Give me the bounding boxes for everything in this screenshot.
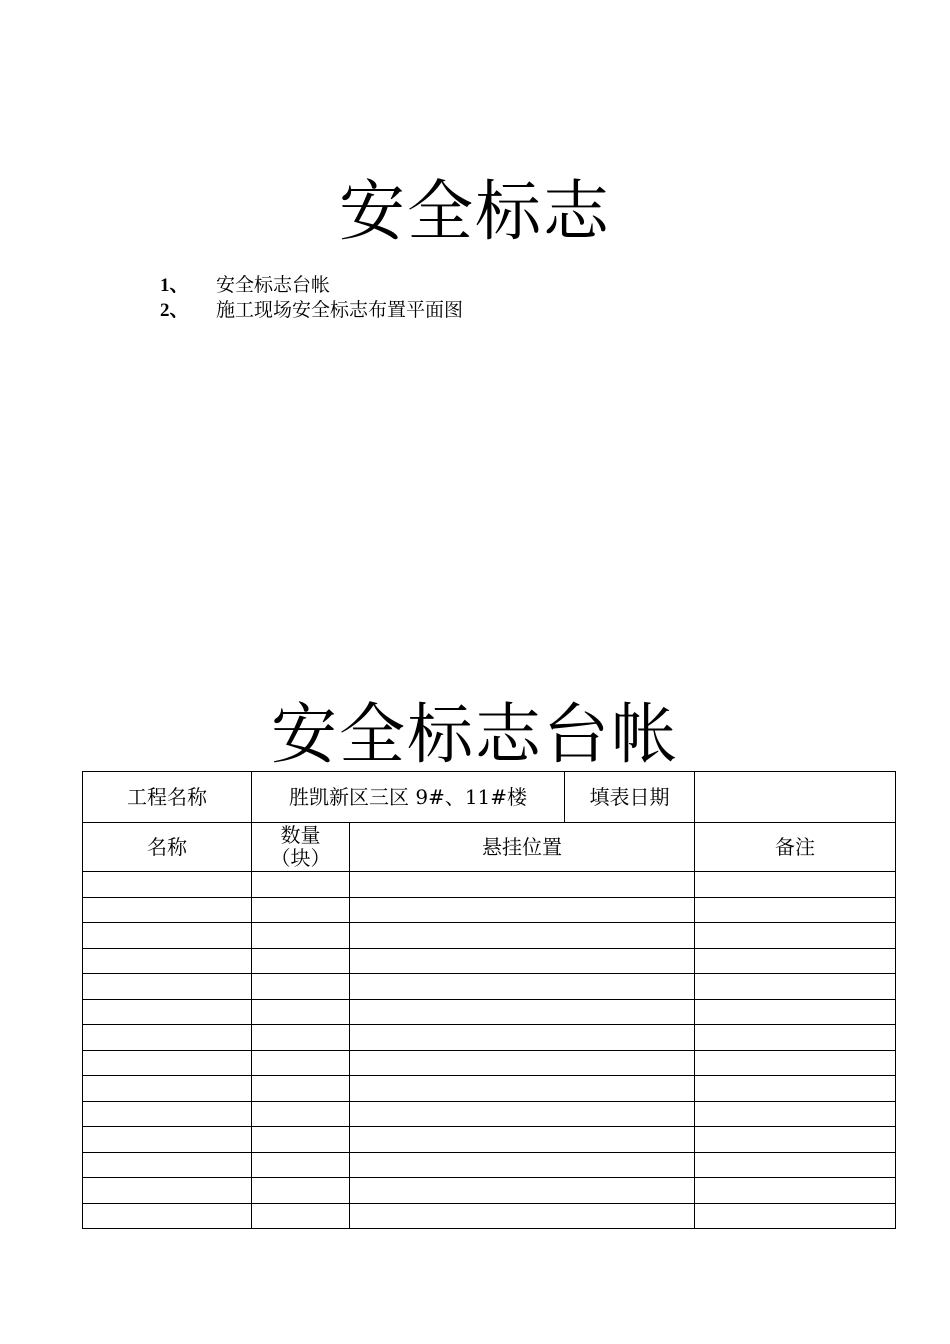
table-row (83, 1178, 896, 1204)
ledger-cell-name (83, 1050, 252, 1076)
ledger-cell-name (83, 999, 252, 1025)
page-title: 安全标志 (339, 173, 611, 250)
fill-date-value (695, 772, 896, 823)
table-row (83, 1076, 896, 1102)
column-header-name: 名称 (83, 823, 252, 872)
ledger-cell-name (83, 1127, 252, 1153)
ledger-cell-quantity (252, 1203, 350, 1229)
column-header-quantity (252, 823, 350, 872)
ledger-cell-location (350, 999, 695, 1025)
ledger-cell-location (350, 1178, 695, 1204)
ledger-cell-remarks (695, 1076, 896, 1102)
ledger-cell-quantity (252, 974, 350, 1000)
ledger-cell-location (350, 897, 695, 923)
toc-item-label: 安全标志台帐 (216, 274, 331, 296)
ledger-cell-quantity (252, 1050, 350, 1076)
ledger-cell-remarks (695, 1152, 896, 1178)
ledger-cell-location (350, 1127, 695, 1153)
fill-date-label: 填表日期 (565, 772, 695, 823)
ledger-cell-location (350, 1152, 695, 1178)
toc-item (160, 273, 463, 298)
ledger-cell-location (350, 1076, 695, 1102)
ledger-cell-remarks (695, 1025, 896, 1051)
ledger-cell-name (83, 974, 252, 1000)
toc-item-number: 2、 (160, 300, 189, 321)
column-header-remarks: 备注 (695, 823, 896, 872)
ledger-cell-quantity (252, 872, 350, 898)
ledger-cell-name (83, 948, 252, 974)
ledger-cell-quantity (252, 1127, 350, 1153)
ledger-cell-remarks (695, 1127, 896, 1153)
ledger-cell-remarks (695, 872, 896, 898)
ledger-cell-name (83, 1101, 252, 1127)
ledger-cell-location (350, 872, 695, 898)
ledger-cell-remarks (695, 948, 896, 974)
ledger-cell-name (83, 897, 252, 923)
column-header-location: 悬挂位置 (350, 823, 695, 872)
table-row (83, 999, 896, 1025)
ledger-cell-name (83, 1178, 252, 1204)
ledger-cell-remarks (695, 1050, 896, 1076)
ledger-header-row (83, 772, 896, 823)
ledger-cell-location (350, 923, 695, 949)
toc-item (160, 298, 463, 323)
table-row (83, 1203, 896, 1229)
toc-item-number: 1、 (160, 275, 189, 296)
table-row (83, 872, 896, 898)
column-header-quantity-line1: 数量 (280, 823, 321, 847)
ledger-cell-name (83, 923, 252, 949)
ledger-cell-remarks (695, 999, 896, 1025)
ledger-cell-remarks (695, 974, 896, 1000)
table-row (83, 974, 896, 1000)
ledger-cell-name (83, 1025, 252, 1051)
table-row (83, 1025, 896, 1051)
ledger-cell-quantity (252, 1101, 350, 1127)
ledger-title: 安全标志台帐 (271, 696, 679, 773)
ledger-table (82, 771, 896, 1229)
ledger-cell-quantity (252, 948, 350, 974)
ledger-cell-location (350, 948, 695, 974)
ledger-cell-quantity (252, 1178, 350, 1204)
ledger-column-headers (83, 823, 896, 872)
ledger-cell-quantity (252, 897, 350, 923)
table-row (83, 1050, 896, 1076)
ledger-cell-quantity (252, 1025, 350, 1051)
toc-item-label: 施工现场安全标志布置平面图 (216, 299, 464, 321)
column-header-quantity-line2: （块） (270, 846, 331, 870)
ledger-cell-remarks (695, 897, 896, 923)
ledger-cell-remarks (695, 1101, 896, 1127)
table-row (83, 948, 896, 974)
table-row (83, 1152, 896, 1178)
ledger-cell-quantity (252, 1152, 350, 1178)
table-of-contents (160, 273, 463, 323)
ledger-cell-quantity (252, 1076, 350, 1102)
ledger-cell-quantity (252, 999, 350, 1025)
ledger-cell-name (83, 1076, 252, 1102)
ledger-cell-remarks (695, 923, 896, 949)
ledger-cell-name (83, 1203, 252, 1229)
project-name-value: 胜凯新区三区 9#、11#楼 (252, 772, 565, 823)
ledger-cell-name (83, 872, 252, 898)
ledger-cell-remarks (695, 1178, 896, 1204)
ledger-cell-location (350, 974, 695, 1000)
ledger-cell-location (350, 1025, 695, 1051)
ledger-cell-location (350, 1101, 695, 1127)
table-row (83, 1101, 896, 1127)
ledger-cell-remarks (695, 1203, 896, 1229)
table-row (83, 1127, 896, 1153)
project-name-label: 工程名称 (83, 772, 252, 823)
ledger-cell-name (83, 1152, 252, 1178)
ledger-cell-location (350, 1050, 695, 1076)
ledger-cell-quantity (252, 923, 350, 949)
ledger-cell-location (350, 1203, 695, 1229)
table-row (83, 923, 896, 949)
table-row (83, 897, 896, 923)
